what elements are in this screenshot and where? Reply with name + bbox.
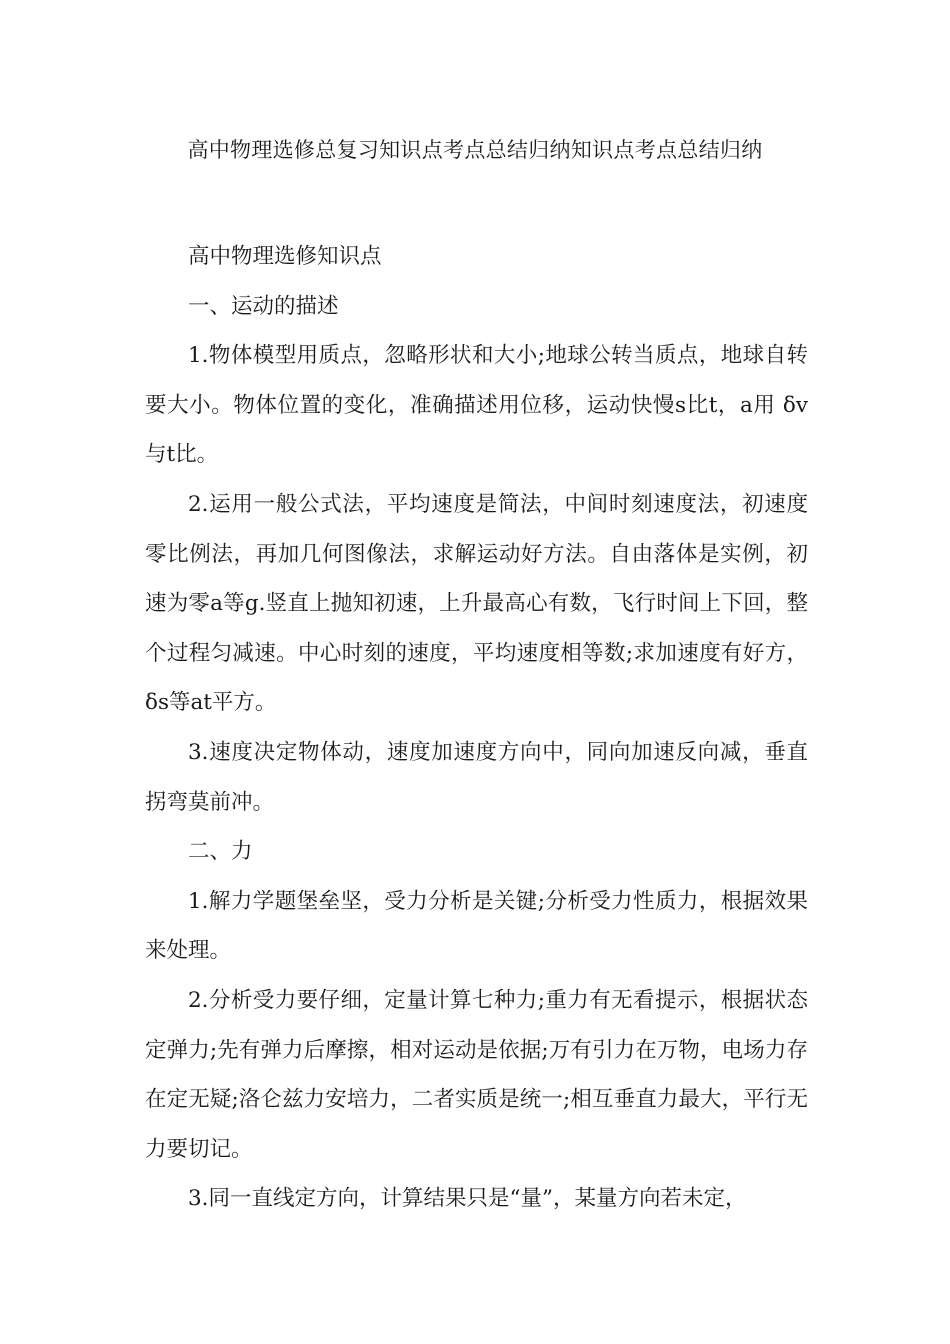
paragraph: 3.同一直线定方向，计算结果只是“量”，某量方向若未定，	[188, 1186, 747, 1212]
paragraph-chapter-heading-force: 二、力	[188, 839, 253, 865]
paragraph-section-heading: 高中物理选修知识点	[188, 244, 382, 269]
paragraph: 2.分析受力要仔细，定量计算七种力;重力有无看提示，根据状态定弹力;先有弹力后摩擦，相对运动是依据;万有引力在万物，电场力存在定无疑;洛仑兹力安培力，二者实质是统一;相互垂直力最大，平行无力要切记。	[145, 987, 808, 1162]
document-title: 高中物理选修总复习知识点考点总结归纳知识点考点总结归纳	[187, 138, 763, 162]
paragraph: 3.速度决定物体动，速度加速度方向中，同向加速反向减，垂直拐弯莫前冲。	[145, 739, 808, 815]
paragraph-chapter-heading-motion: 一、运动的描述	[188, 293, 339, 319]
document-body	[145, 232, 808, 1224]
paragraph: 1.解力学题堡垒坚，受力分析是关键;分析受力性质力，根据效果来处理。	[145, 888, 808, 964]
paragraph: 1.物体模型用质点，忽略形状和大小;地球公转当质点，地球自转要大小。物体位置的变化，准确描述用位移，运动快慢s比t，a用 δv与t比。	[145, 343, 808, 468]
paragraph: 2.运用一般公式法，平均速度是简法，中间时刻速度法，初速度零比例法，再加几何图像法，求解运动好方法。自由落体是实例，初速为零a等g.竖直上抛知初速，上升最高心有数，飞行时间上下回，整个过程匀减速。中心时刻的速度，平均速度相等数;求加速度有好方，δs等at平方。	[145, 491, 808, 716]
